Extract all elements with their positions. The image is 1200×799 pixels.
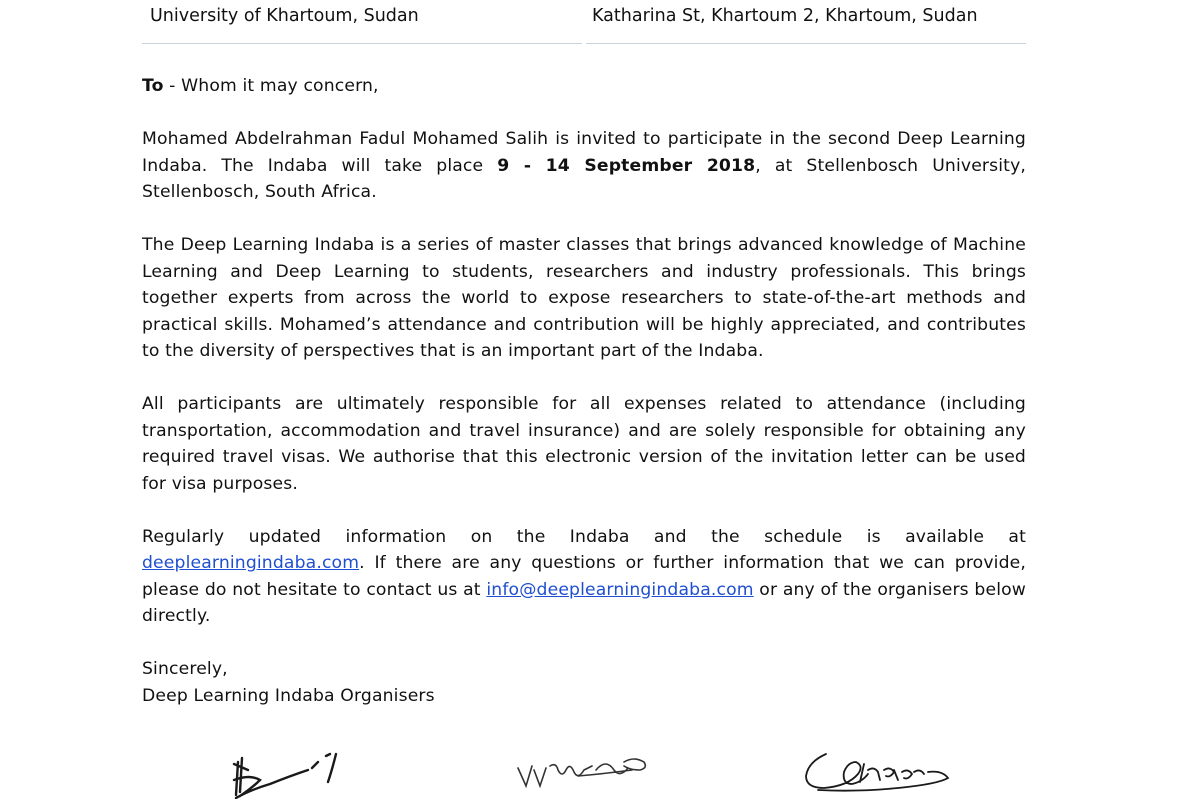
contact-text-2: . If there are any questions or further information that we can provide, please do not hesitate to contact us at bbox=[142, 553, 1026, 600]
invitation-text: Mohamed Abdelrahman Fadul Mohamed Salih is invited to participate in the second Deep Learning Indaba. The Indaba will take place bbox=[142, 129, 1026, 176]
letter-body bbox=[142, 73, 1026, 709]
right-address: Katharina St, Khartoum 2, Khartoum, Sudan bbox=[592, 6, 978, 26]
invitation-paragraph bbox=[142, 126, 1026, 206]
letterhead-addresses bbox=[142, 0, 1026, 45]
expenses-paragraph: All participants are ultimately responsible for all expenses related to attendance (including transportation, accommodation and travel insurance) and are solely responsible for obtaining any required travel visas. We authorise that this electronic version of the invitation letter can be used for visa purposes. bbox=[142, 394, 1026, 494]
left-address: University of Khartoum, Sudan bbox=[150, 6, 419, 26]
closing: Sincerely, bbox=[142, 659, 228, 679]
event-dates: 9 - 14 September 2018 bbox=[497, 155, 756, 176]
greeting-text: - Whom it may concern, bbox=[163, 76, 379, 96]
contact-text-3: or any of the organisers below directly. bbox=[142, 579, 1027, 626]
right-divider bbox=[586, 43, 1026, 44]
signature-1 bbox=[230, 740, 350, 799]
contact-paragraph bbox=[142, 524, 1026, 630]
invitation-location: , at Stellenbosch University, Stellenbosch, South Africa. bbox=[142, 155, 1027, 202]
website-link[interactable]: deeplearningindaba.com bbox=[142, 553, 360, 573]
about-paragraph: The Deep Learning Indaba is a series of master classes that brings advanced knowledge of Machine Learning and Deep Learning to students, researchers and industry professionals. This brings together experts from across the world to expose researchers to state-of-the-art methods and practical skills. Mohamed’s attendance and contribution will be highly appreciated, and contributes to the diversity of perspectives that is an important part of the Indaba. bbox=[142, 235, 1026, 361]
email-link[interactable]: info@deeplearningindaba.com bbox=[486, 579, 754, 600]
left-divider bbox=[142, 43, 582, 44]
signatures bbox=[142, 740, 1026, 799]
greeting bbox=[142, 73, 1026, 100]
signoff: Deep Learning Indaba Organisers bbox=[142, 685, 435, 706]
signature-2 bbox=[512, 740, 662, 799]
signature-3 bbox=[798, 740, 968, 799]
contact-text-1: Regularly updated information on the Indaba and the schedule is available at bbox=[142, 526, 1026, 547]
greeting-to: To bbox=[142, 76, 164, 96]
